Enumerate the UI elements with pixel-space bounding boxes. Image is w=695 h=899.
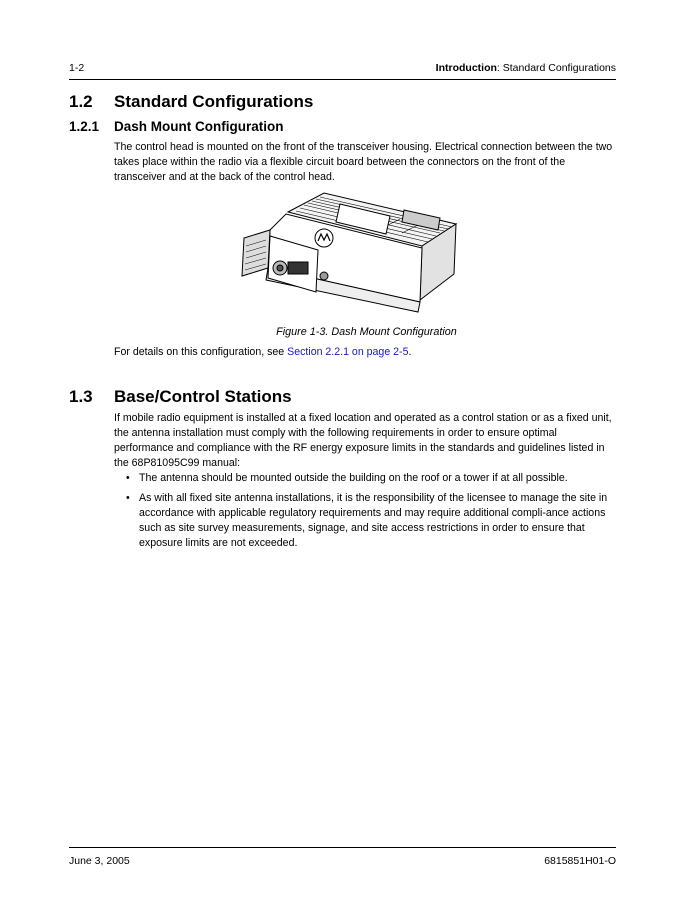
list-item-text: The antenna should be mounted outside the building on the roof or a tower if at all possible.	[139, 472, 568, 484]
heading-title: Standard Configurations	[114, 92, 314, 111]
heading-title: Dash Mount Configuration	[114, 119, 284, 134]
heading-title: Base/Control Stations	[114, 387, 292, 406]
list-item	[124, 491, 619, 551]
header-rule	[69, 79, 616, 80]
header-page-label: 1-2	[69, 62, 85, 74]
footer-doc-number: 6815851H01-O	[544, 855, 616, 867]
requirements-list	[124, 471, 619, 556]
header-chapter: Introduction	[435, 62, 497, 74]
base-control-paragraph: If mobile radio equipment is installed at a fixed location and operated as a control station or as a fixed unit, the antenna installation must comply with the following requirements in order to ensure optimal performance and compliance with the RF energy exposure limits in the standards and guidelines listed in the 68P81095C99 manual:	[114, 412, 612, 469]
section-2-2-1-link[interactable]: Section 2.2.1 on page 2-5	[287, 346, 409, 358]
figure-caption: Figure 1-3. Dash Mount Configuration	[276, 326, 457, 338]
heading-1-2-1	[69, 119, 619, 137]
heading-number: 1.3	[69, 387, 93, 406]
dash-mount-paragraph: The control head is mounted on the front of the transceiver housing. Electrical connection between the two takes place within the radio via a flexible circuit board between the connectors on the front of the transceiver and at the back of the control head.	[114, 141, 613, 183]
details-suffix: .	[408, 346, 412, 358]
bullet-icon: •	[126, 472, 130, 484]
header-title	[436, 62, 616, 74]
heading-number: 1.2	[69, 92, 93, 111]
footer-rule	[69, 847, 616, 848]
header-section: : Standard Configurations	[496, 62, 616, 74]
footer-date: June 3, 2005	[69, 855, 130, 867]
bullet-icon: •	[126, 492, 130, 504]
details-prefix: For details on this configuration, see	[114, 346, 288, 358]
details-sentence	[114, 345, 619, 360]
list-item	[124, 471, 619, 486]
list-item-text: As with all fixed site antenna installations, it is the responsibility of the licensee to manage the site in accordance with applicable regulatory requirements and may require additional compli-ance actions such as site survey measurements, signage, and site access restrictions in order to ensure that exposure limits are not exceeded.	[139, 492, 608, 549]
heading-number: 1.2.1	[69, 119, 100, 134]
heading-1-3	[69, 387, 619, 409]
dash-mount-radio-illustration	[240, 190, 458, 320]
heading-1-2	[69, 92, 619, 114]
